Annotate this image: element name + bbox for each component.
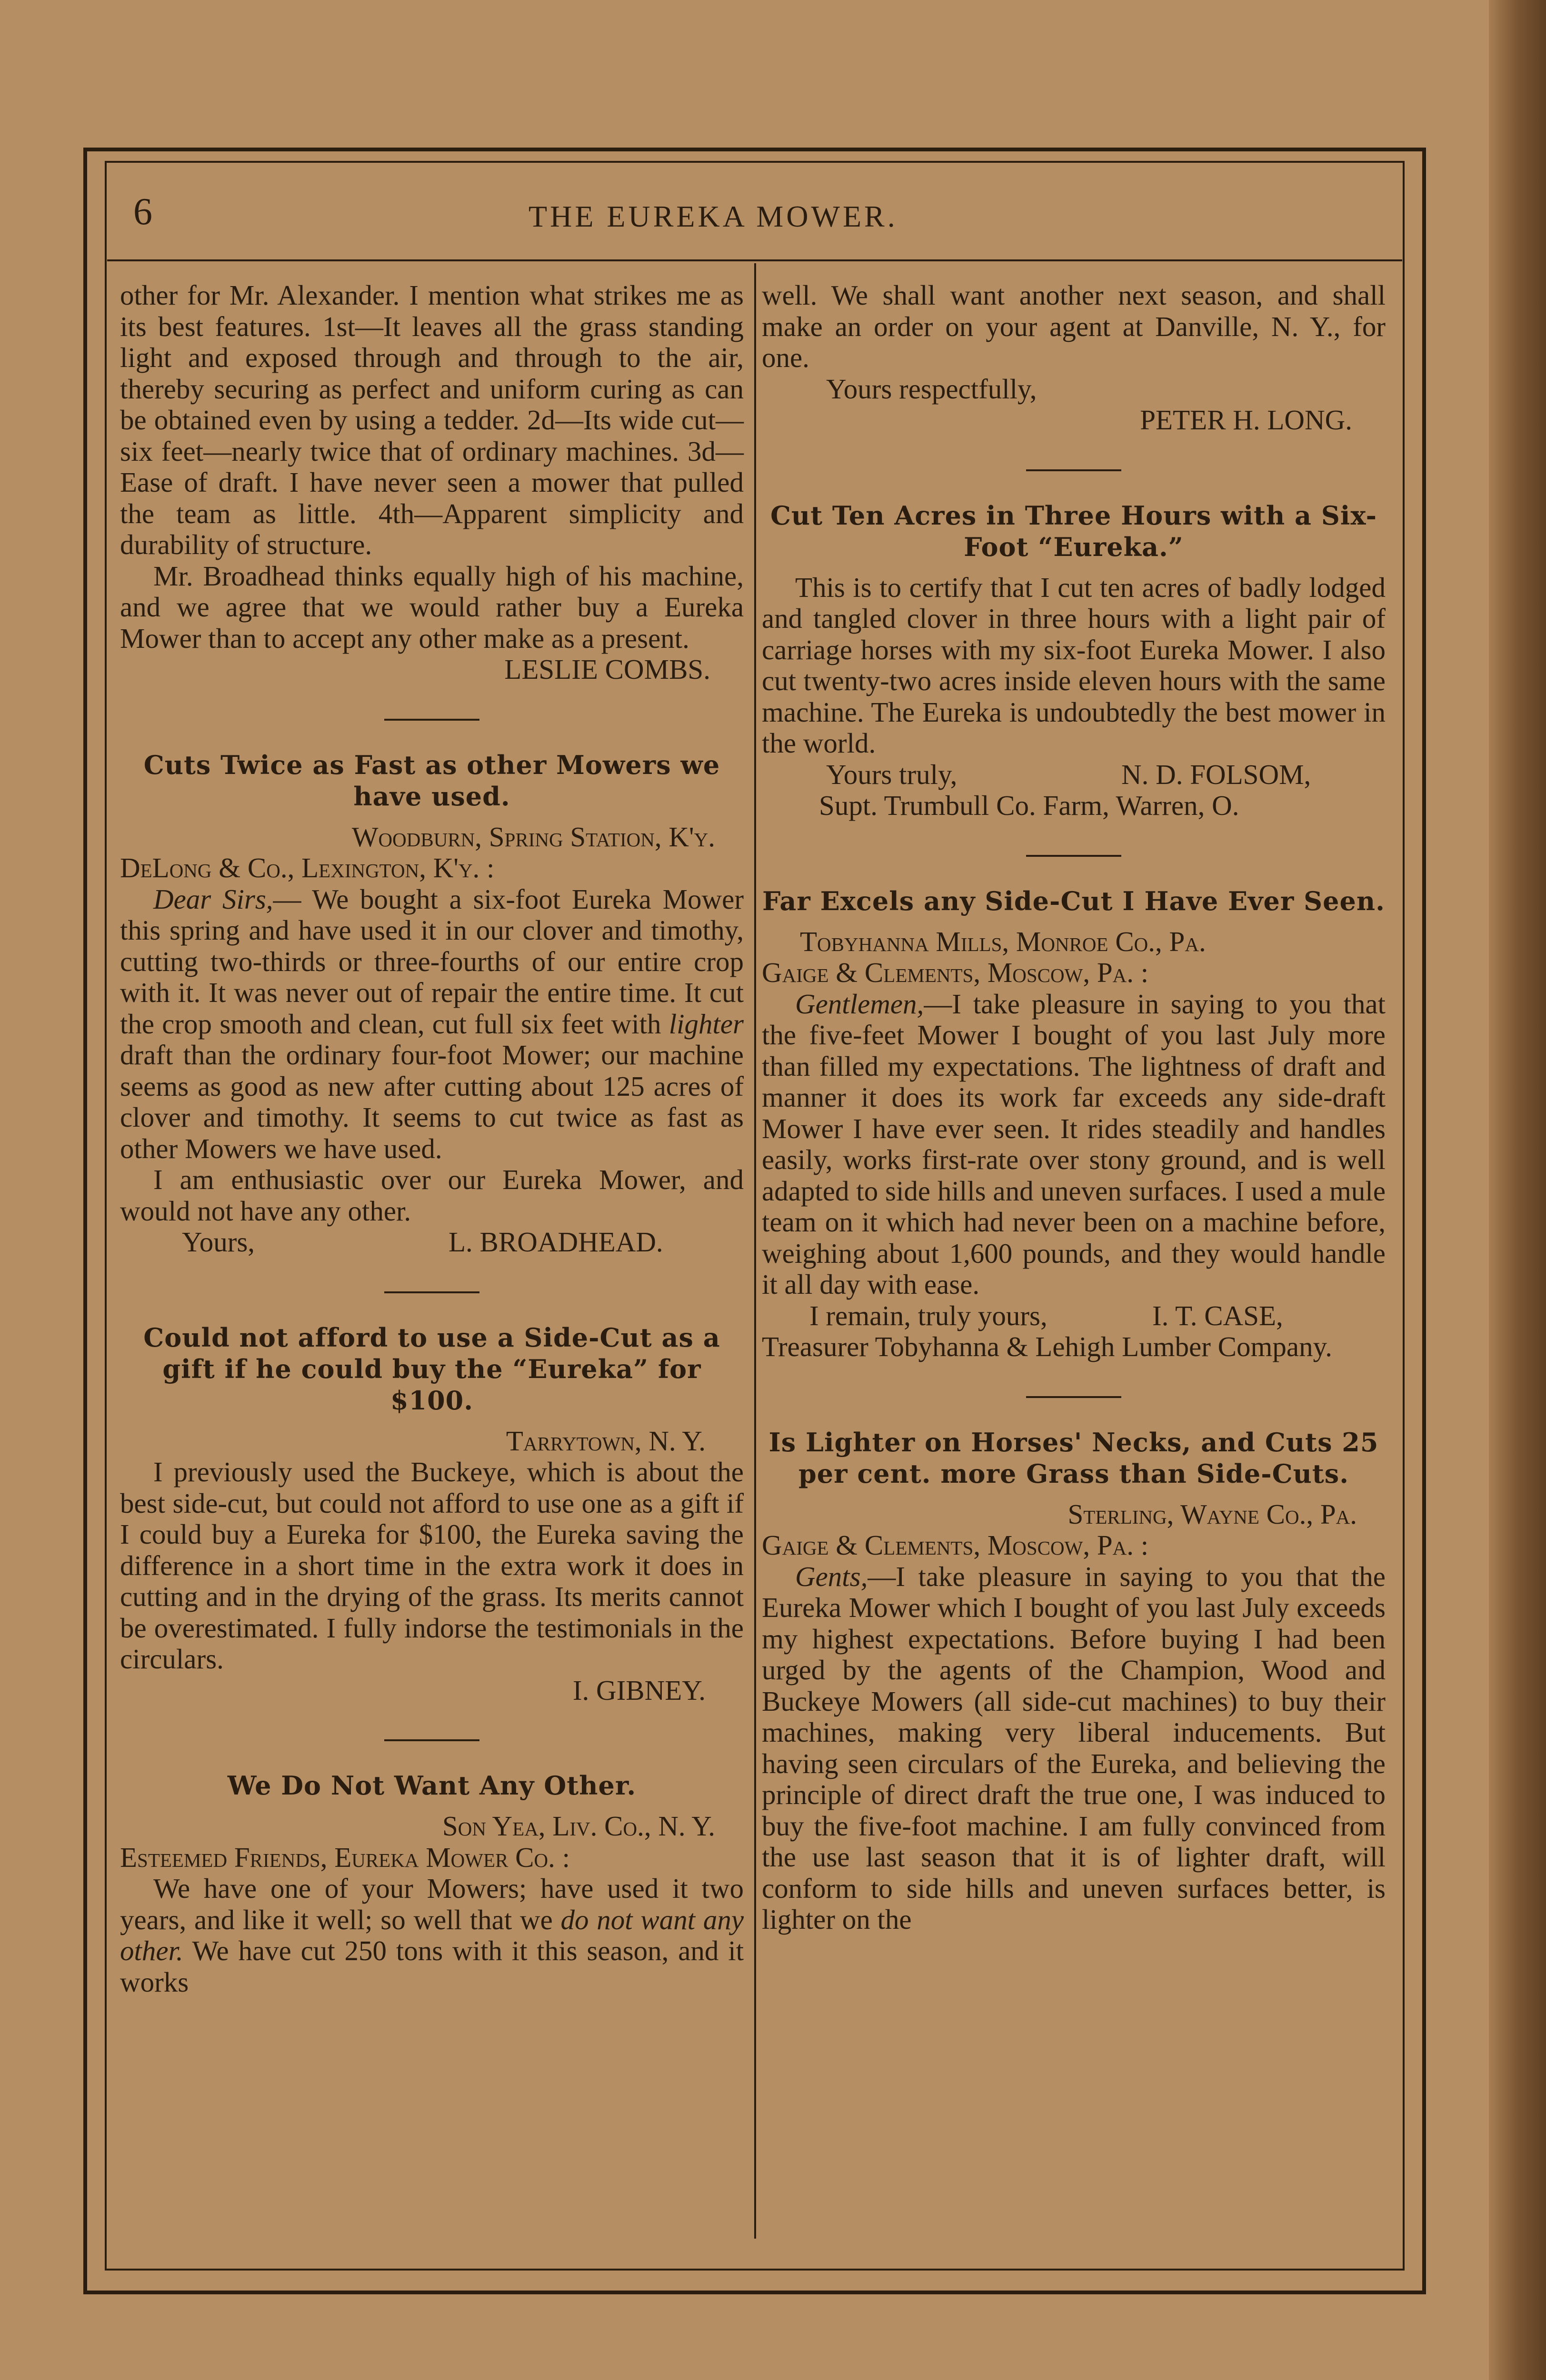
paragraph: other for Mr. Alexander. I mention what strikes me as its best features. 1st—It leaves all the grass standing light and exposed through and through to the air, thereby securing as perfect and uniform curing as can be obtained even by using a tedder. 2d—Its wide cut—six feet—nearly twice that of ordinary machines. 3d—Ease of draft. I have never seen a mower that pulled the team as little. 4th—Apparent simplicity and durability of structure. — [120, 279, 744, 560]
dateline: Sterling, Wayne Co., Pa. — [1067, 1498, 1357, 1530]
section-heading: Cut Ten Acres in Three Hours with a Six-Foot “Eureka.” — [770, 500, 1377, 562]
signer-title: Supt. Trumbull Co. Farm, Warren, O. — [819, 790, 1239, 821]
section-divider — [1026, 855, 1121, 857]
address: DeLong & Co., Lexington, K'y. : — [120, 852, 495, 883]
letter-body: We have one of your Mowers; have used it two years, and like it well; so well that we — [120, 1873, 744, 1935]
letter-body: We have cut 250 tons with it this season, and it works — [120, 1935, 744, 1998]
closing: Yours, — [182, 1226, 255, 1258]
paragraph: well. We shall want another next season, and shall make an order on your agent at Danville, N. Y., for one. — [762, 279, 1386, 373]
section-divider — [384, 1739, 479, 1741]
right-column — [762, 280, 1386, 1935]
dateline: Son Yea, Liv. Co., N. Y. — [442, 1810, 715, 1842]
header-rule — [107, 259, 1402, 261]
address: Gaige & Clements, Moscow, Pa. : — [762, 957, 1149, 988]
signer-title: Treasurer Tobyhanna & Lehigh Lumber Company. — [762, 1331, 1333, 1362]
address: Esteemed Friends, Eureka Mower Co. : — [120, 1841, 570, 1873]
left-column — [120, 280, 744, 1998]
section-heading: Could not afford to use a Side-Cut as a gift if he could buy the “Eureka” for $100. — [143, 1322, 720, 1416]
paragraph: I am enthusiastic over our Eureka Mower, and would not have any other. — [120, 1164, 744, 1227]
section-heading: Is Lighter on Horses' Necks, and Cuts 25 per cent. more Grass than Side-Cuts. — [768, 1427, 1379, 1489]
letter-body: —I take pleasure in saying to you that the five-feet Mower I bought of you last July more than filled my expectations. The lightness of draft and manner it does its work far exceeds any side-draft Mower I have ever seen. It rides steadily and handles easily, works first-rate over stony ground, and is well adapted to side hills and uneven surfaces. I used a mule team on it which had never been on a machine before, weighing about 1,600 pounds, and they would handle it all day with ease. — [762, 988, 1386, 1300]
dateline: Tobyhanna Mills, Monroe Co., Pa. — [800, 925, 1206, 957]
salutation: Dear Sirs, — [153, 883, 273, 915]
address: Gaige & Clements, Moscow, Pa. : — [762, 1529, 1149, 1561]
salutation: Gentlemen, — [795, 988, 924, 1020]
salutation: Gents, — [795, 1560, 868, 1592]
letter-body: I previously used the Buckeye, which is about the best side-cut, but could not afford to use one as a gift if I could buy a Eureka for $100, the Eureka saving the difference in a short time in the extra work it does in cutting and in the drying of the grass. Its merits cannot be overestimated. I fully indorse the testimonials in the circulars. — [120, 1456, 744, 1675]
signature: I. GIBNEY. — [572, 1674, 706, 1706]
dateline: Tarrytown, N. Y. — [506, 1425, 706, 1457]
closing: I remain, truly yours, — [809, 1299, 1047, 1331]
signature: LESLIE COMBS. — [504, 654, 710, 685]
letter-body: —I take pleasure in saying to you that the Eureka Mower which I bought of you last July exceeds my highest expectations. Before buying I had been urged by the agents of the Champion, Wood and Buckeye Mowers (all side-cut machines) to buy their machines, making very liberal inducements. But having seen circulars of the Eureka, and believing the principle of direct draft the true one, I was induced to buy the five-foot machine. I am fully convinced from the use last season that it is of lighter draft, will conform to side hills and uneven surfaces better, is lighter on the — [762, 1560, 1386, 1935]
signature: N. D. FOLSOM, — [1121, 758, 1311, 790]
signature: PETER H. LONG. — [1140, 404, 1352, 436]
emphasis: do not want any other. — [120, 1904, 744, 1966]
letter-body: draft than the ordinary four-foot Mower; our machine seems as good as new after cutting about 125 acres of clover and timothy. It seems to cut twice as fast as other Mowers we have used. — [120, 1039, 744, 1164]
page-number: 6 — [133, 191, 152, 233]
letter-body: This is to certify that I cut ten acres of badly lodged and tangled clover in three hours with a light pair of carriage horses with my six-foot Eureka Mower. I also cut twenty-two acres inside eleven hours with the same machine. The Eureka is undoubtedly the best mower in the world. — [762, 571, 1386, 759]
running-head: THE EUREKA MOWER. — [529, 199, 898, 233]
section-divider — [1026, 1396, 1121, 1398]
section-heading: Far Excels any Side-Cut I Have Ever Seen. — [762, 885, 1385, 916]
emphasis: lighter — [668, 1008, 744, 1040]
closing: Yours respectfully, — [826, 373, 1037, 405]
section-divider — [1026, 469, 1121, 471]
section-divider — [384, 1291, 479, 1293]
column-divider — [754, 263, 756, 2239]
section-heading: Cuts Twice as Fast as other Mowers we have used. — [143, 749, 720, 812]
section-heading: We Do Not Want Any Other. — [227, 1770, 637, 1801]
letter-body: — We bought a six-foot Eureka Mower this spring and have used it in our clover and timothy, cutting two-thirds or three-fourths of our entire crop with it. It was never out of repair the entire time. It cut the crop smooth and clean, cut full six feet with — [120, 883, 744, 1040]
signature: L. BROADHEAD. — [449, 1226, 663, 1258]
closing: Yours truly, — [826, 758, 958, 790]
dateline: Woodburn, Spring Station, K'y. — [351, 821, 715, 853]
signature: I. T. CASE, — [1152, 1299, 1283, 1331]
book-spine-shadow — [1489, 0, 1546, 2380]
paragraph: Mr. Broadhead thinks equally high of his machine, and we agree that we would rather buy a Eureka Mower than to accept any other make as a present. — [120, 560, 744, 654]
section-divider — [384, 719, 479, 721]
